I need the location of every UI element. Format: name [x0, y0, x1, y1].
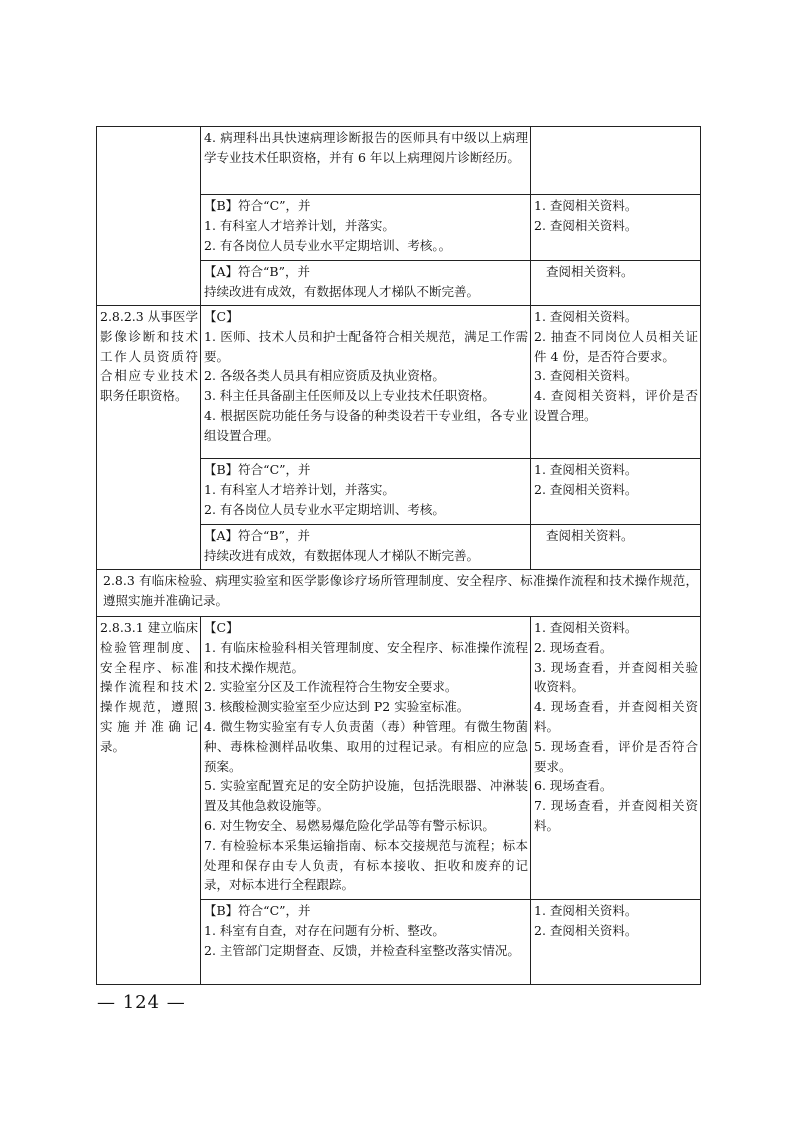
method-cell	[531, 127, 701, 195]
requirement-text: 5. 实验室配置充足的安全防护设施，包括洗眼器、冲淋装置及其他急救设施等。	[204, 778, 528, 814]
requirement-text: 3. 核酸检测实验室至少应达到 P2 实验室标准。	[204, 699, 470, 715]
method-cell	[531, 617, 701, 900]
requirement-text: 2. 有各岗位人员专业水平定期培训、考核。	[204, 501, 445, 517]
method-text: 2. 现场查看。	[534, 639, 613, 655]
method-text: 3. 现场查看，并查阅相关验收资料。	[534, 659, 698, 695]
method-cell	[531, 459, 701, 525]
requirement-text: 2. 主管部门定期督查、反馈，并检查科室整改落实情况。	[204, 942, 520, 958]
requirement-text: 【B】符合“C”，并	[204, 198, 311, 213]
standards-table	[96, 126, 701, 985]
requirement-text: 【C】	[204, 620, 239, 635]
method-text: 2. 查阅相关资料。	[534, 481, 638, 497]
requirement-text: 1. 科室有自查，对存在问题有分析、整改。	[204, 922, 445, 938]
method-text: 2. 查阅相关资料。	[534, 217, 638, 233]
section-heading-cell	[97, 570, 701, 617]
item-text: 2.8.3.1 建立临床检验管理制度、安全程序、标准操作流程和技术操作规范，遵照实施并准确记录。	[100, 620, 198, 754]
method-text: 1. 查阅相关资料。	[534, 903, 638, 918]
item-cell	[97, 127, 201, 306]
requirement-text: 7. 有检验标本采集运输指南、标本交接规范与流程；标本处理和保存由专人负责，有标本接收、拒收和废弃的记录，对标本进行全程跟踪。	[204, 837, 528, 893]
requirement-text: 2. 实验室分区及工作流程符合生物安全要求。	[204, 679, 458, 695]
requirement-text: 4. 根据医院功能任务与设备的种类设若干专业组，各专业组设置合理。	[204, 407, 528, 443]
requirement-text: 【A】符合“B”，并	[204, 528, 310, 543]
requirement-cell	[201, 127, 531, 195]
requirement-cell	[201, 900, 531, 985]
requirement-text: 【B】符合“C”，并	[204, 462, 311, 477]
requirement-text: 2. 各级各类人员具有相应资质及执业资格。	[204, 368, 445, 384]
page-number: — 124 —	[97, 992, 186, 1013]
method-text: 查阅相关资料。	[546, 264, 634, 279]
section-heading: 2.8.3 有临床检验、病理实验室和医学影像诊疗场所管理制度、安全程序、标准操作流程和技术操作规范，遵照实施并准确记录。	[103, 573, 698, 608]
requirement-text: 持续改进有成效，有数据体现人才梯队不断完善。	[204, 283, 480, 299]
requirement-cell	[201, 525, 531, 570]
method-cell	[531, 900, 701, 985]
requirement-text: 3. 科主任具备副主任医师及以上专业技术任职资格。	[204, 388, 495, 404]
table-row	[97, 570, 701, 617]
method-text: 1. 查阅相关资料。	[534, 198, 638, 213]
method-text: 4. 查阅相关资料，评价是否设置合理。	[534, 388, 698, 423]
requirement-text: 6. 对生物安全、易燃易爆危险化学品等有警示标识。	[204, 817, 495, 833]
method-text: 6. 现场查看。	[534, 778, 613, 794]
table-row	[97, 617, 701, 900]
method-text: 4. 现场查看，并查阅相关资料。	[534, 699, 698, 734]
requirement-cell	[201, 306, 531, 459]
method-text: 2. 查阅相关资料。	[534, 922, 638, 938]
method-cell	[531, 195, 701, 261]
requirement-text: 1. 医师、技术人员和护士配备符合相关规范，满足工作需要。	[204, 328, 528, 364]
method-text: 7. 现场查看，并查阅相关资料。	[534, 798, 698, 833]
requirement-cell	[201, 261, 531, 306]
requirement-text: 持续改进有成效，有数据体现人才梯队不断完善。	[204, 547, 480, 563]
table-row	[97, 127, 701, 195]
item-text: 2.8.2.3 从事医学影像诊断和技术工作人员资质符合相应专业技术职务任职资格。	[100, 309, 198, 404]
method-text: 2. 抽查不同岗位人员相关证件 4 份，是否符合要求。	[534, 328, 698, 364]
requirement-text: 4. 微生物实验室有专人负责菌（毒）种管理。有微生物菌种、毒株检测样品收集、取用的过程记录。有相应的应急预案。	[204, 718, 528, 774]
requirement-text: 1. 有科室人才培养计划，并落实。	[204, 217, 395, 233]
requirement-cell	[201, 195, 531, 261]
requirement-text: 1. 有临床检验科相关管理制度、安全程序、标准操作流程和技术操作规范。	[204, 639, 528, 675]
requirement-text: 2. 有各岗位人员专业水平定期培训、考核。。	[204, 237, 452, 253]
method-text: 5. 现场查看，评价是否符合要求。	[534, 738, 698, 774]
requirement-cell	[201, 459, 531, 525]
requirement-text: 【C】	[204, 309, 239, 324]
method-text: 1. 查阅相关资料。	[534, 309, 638, 324]
method-text: 查阅相关资料。	[546, 528, 634, 543]
table-row	[97, 306, 701, 459]
requirement-text: 4. 病理科出具快速病理诊断报告的医师具有中级以上病理学专业技术任职资格，并有 6 年以上病理阅片诊断经历。	[204, 130, 528, 165]
method-text: 3. 查阅相关资料。	[534, 368, 638, 384]
method-text: 1. 查阅相关资料。	[534, 462, 638, 477]
requirement-text: 1. 有科室人才培养计划，并落实。	[204, 481, 395, 497]
item-cell	[97, 617, 201, 985]
requirement-cell	[201, 617, 531, 900]
method-cell	[531, 525, 701, 570]
requirement-text: 【A】符合“B”，并	[204, 264, 310, 279]
method-cell	[531, 306, 701, 459]
method-text: 1. 查阅相关资料。	[534, 620, 638, 635]
item-cell	[97, 306, 201, 570]
method-cell	[531, 261, 701, 306]
requirement-text: 【B】符合“C”，并	[204, 903, 311, 918]
